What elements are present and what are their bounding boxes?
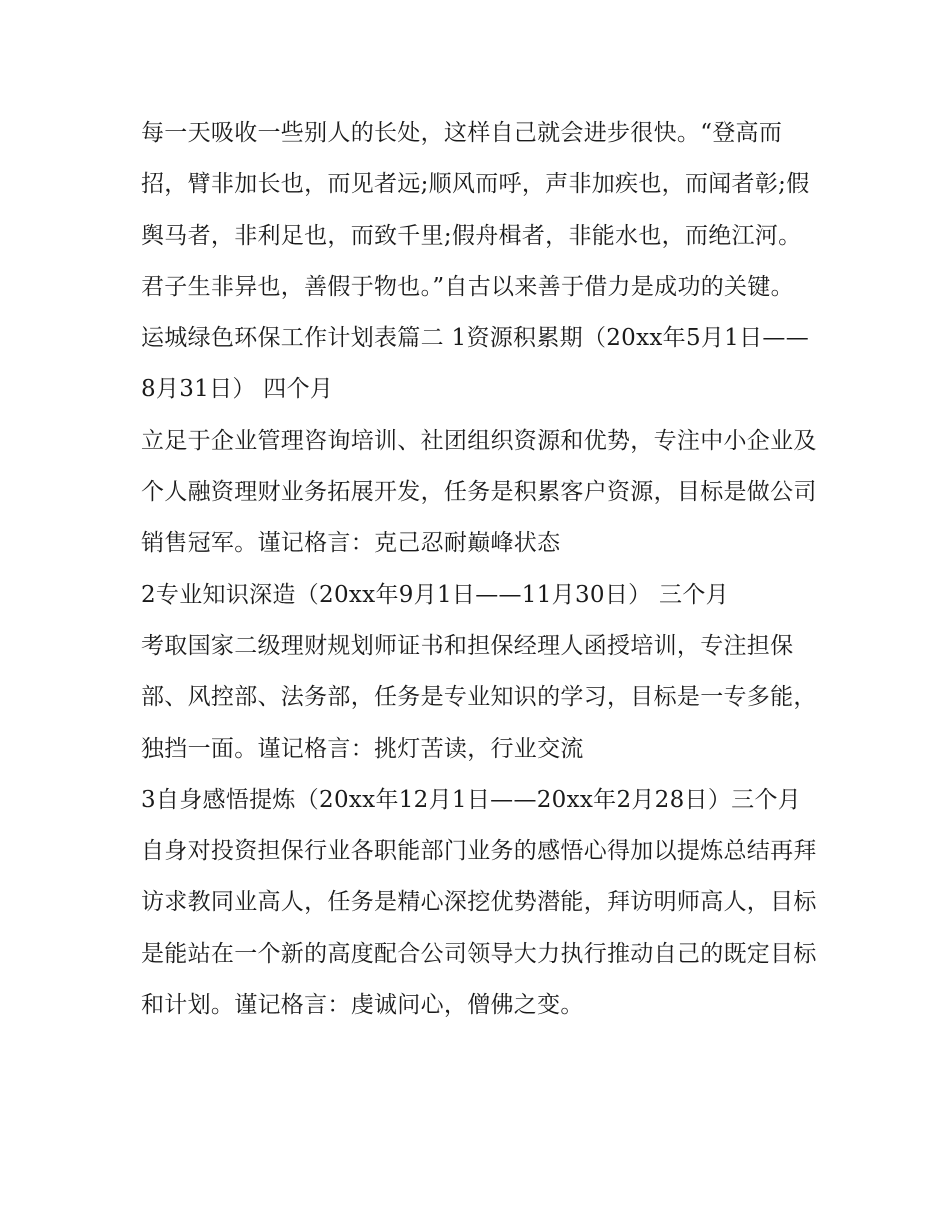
paragraph-stage-1-description: 立足于企业管理咨询培训、社团组织资源和优势，专注中小企业及个人融资理财业务拓展开发，任务是积累客户资源，目标是做公司销售冠军。谨记格言：克己忍耐巅峰状态 <box>141 427 817 557</box>
paragraph-borrowing-strength: 每一天吸收一些别人的长处，这样自己就会进步很快。“登高而招，臂非加长也，而见者远;顺风而呼，声非加疾也，而闻者彰;假舆马者，非利足也，而致千里;假舟楫者，非能水也，而绝江河。君子生非异也，善假于物也。”自古以来善于借力是成功的关键。 <box>141 120 810 300</box>
document-body <box>141 108 821 1031</box>
paragraph-stage-3-description: 自身对投资担保行业各职能部门业务的感悟心得加以提炼总结再拜访求教同业高人，任务是精心深挖优势潜能，拜访明师高人，目标是能站在一个新的高度配合公司领导大力执行推动自己的既定目标和计划。谨记格言：虔诚问心，僧佛之变。 <box>141 838 817 1019</box>
paragraph-stage-3-heading: 3自身感悟提炼（20xx年12月1日——20xx年2月28日）三个月 <box>141 786 802 813</box>
paragraph-stage-2-description: 考取国家二级理财规划师证书和担保经理人函授培训，专注担保部、风控部、法务部，任务是专业知识的学习，目标是一专多能，独挡一面。谨记格言：挑灯苦读，行业交流 <box>141 632 817 762</box>
paragraph-plan-heading-stage-1: 运城绿色环保工作计划表篇二 1资源积累期（20xx年5月1日——8月31日） 四个月 <box>141 325 810 403</box>
paragraph-stage-2-heading: 2专业知识深造（20xx年9月1日——11月30日） 三个月 <box>141 581 729 608</box>
